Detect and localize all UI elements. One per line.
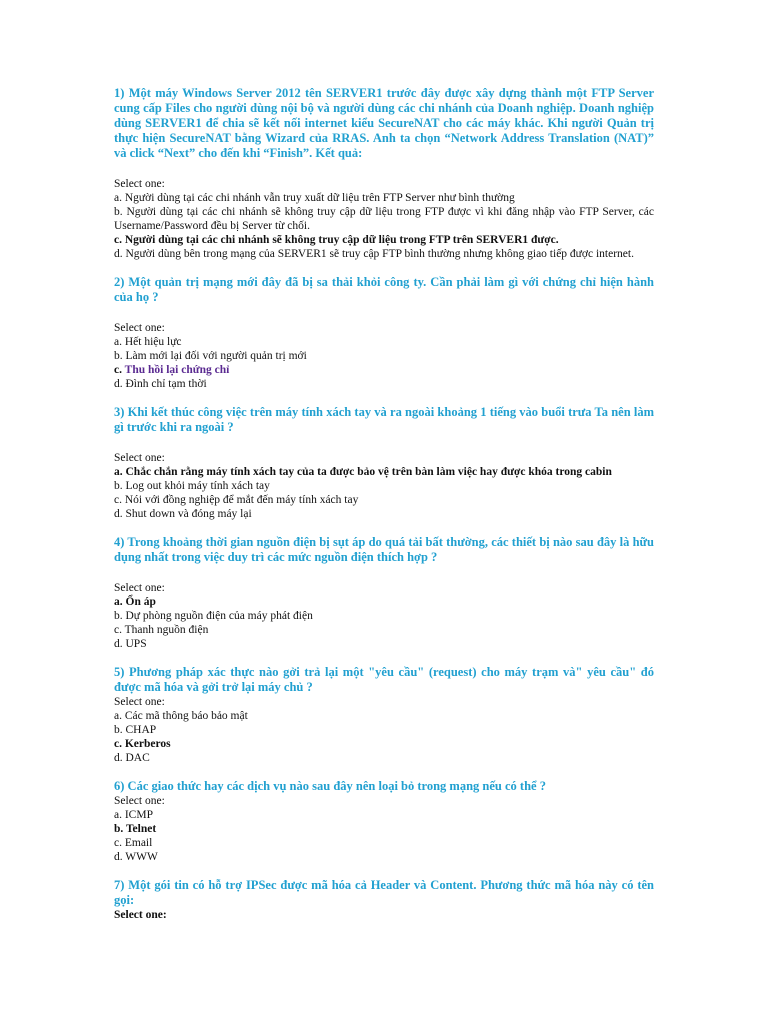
question-title: 2) Một quản trị mạng mới đây đã bị sa thải khỏi công ty. Cần phải làm gì với chứng chỉ hiện hành của họ ? <box>114 275 654 304</box>
option-c[interactable]: c. Email <box>114 837 153 849</box>
select-one-label: Select one: <box>114 696 165 708</box>
question-title: 6) Các giao thức hay các dịch vụ nào sau đây nên loại bỏ trong mạng nếu có thể ? <box>114 779 546 793</box>
quiz-document <box>114 86 654 936</box>
option-d[interactable]: d. Đình chỉ tạm thời <box>114 378 207 390</box>
option-a[interactable]: a. Ổn áp <box>114 596 156 608</box>
option-c[interactable]: c. Nói với đồng nghiệp để mắt đến máy tính xách tay <box>114 494 359 506</box>
option-b[interactable]: b. Người dùng tại các chi nhánh sẽ không truy cập dữ liệu trong FTP được vì khi đăng nhập vào FTP Server, các Username/Password đều bị Server từ chối. <box>114 206 654 232</box>
question-4 <box>114 535 654 651</box>
question-3 <box>114 405 654 521</box>
option-d[interactable]: d. Shut down và đóng máy lại <box>114 508 252 520</box>
question-title: 7) Một gói tin có hỗ trợ IPSec được mã hóa cả Header và Content. Phương thức mã hóa này có tên gọi: <box>114 878 654 907</box>
option-a[interactable]: a. ICMP <box>114 809 153 821</box>
option-b[interactable]: b. CHAP <box>114 724 157 736</box>
option-a[interactable]: a. Người dùng tại các chi nhánh vẫn truy xuất dữ liệu trên FTP Server như bình thường <box>114 192 515 204</box>
question-7 <box>114 878 654 922</box>
option-a[interactable]: a. Các mã thông báo bảo mật <box>114 710 248 722</box>
option-b[interactable]: b. Log out khỏi máy tính xách tay <box>114 480 270 492</box>
select-one-label: Select one: <box>114 178 165 190</box>
option-a[interactable]: a. Hết hiệu lực <box>114 336 182 348</box>
option-letter: c. <box>114 364 122 376</box>
question-title: 1) Một máy Windows Server 2012 tên SERVER1 trước đây được xây dựng thành một FTP Server cung cấp Files cho người dùng nội bộ và người dùng các chi nhánh của Doanh nghiệp. Doanh nghiệp dùng SERVER1 để chia sẽ kết nối internet kiểu SecureNAT cho các máy khác. Khi người Quản trị thực hiện SecureNAT bằng Wizard của RRAS. Anh ta chọn “Network Address Translation (NAT)” và click “Next” cho đến khi “Finish”. Kết quả: <box>114 86 654 160</box>
select-one-label: Select one: <box>114 322 165 334</box>
question-1 <box>114 86 654 261</box>
question-title: 3) Khi kết thúc công việc trên máy tính xách tay và ra ngoài khoảng 1 tiếng vào buổi trưa Ta nên làm gì trước khi ra ngoài ? <box>114 405 654 434</box>
select-one-label: Select one: <box>114 582 165 594</box>
option-b[interactable]: b. Làm mới lại đối với người quản trị mới <box>114 350 307 362</box>
option-d[interactable]: d. Người dùng bên trong mạng của SERVER1 sẽ truy cập FTP bình thường nhưng không giao tiếp được internet. <box>114 248 634 260</box>
option-c[interactable]: c. Thanh nguồn điện <box>114 624 209 636</box>
option-d[interactable]: d. WWW <box>114 851 158 863</box>
question-6 <box>114 779 654 864</box>
option-c[interactable] <box>114 363 654 377</box>
select-one-label: Select one: <box>114 795 165 807</box>
option-c[interactable]: c. Người dùng tại các chi nhánh sẽ không truy cập dữ liệu trong FTP trên SERVER1 được. <box>114 234 559 246</box>
option-d[interactable]: d. UPS <box>114 638 147 650</box>
question-title: 4) Trong khoảng thời gian nguồn điện bị sụt áp do quá tải bất thường, các thiết bị nào sau đây là hữu dụng nhất trong việc duy trì các mức nguồn điện thích hợp ? <box>114 535 654 564</box>
question-title: 5) Phương pháp xác thực nào gởi trả lại một "yêu cầu" (request) cho máy trạm và" yêu cầu" đó được mã hóa và gởi trở lại máy chủ ? <box>114 665 654 694</box>
option-b[interactable]: b. Dự phòng nguồn điện của máy phát điện <box>114 610 313 622</box>
option-d[interactable]: d. DAC <box>114 752 150 764</box>
option-text: Thu hồi lại chứng chỉ <box>124 364 230 376</box>
option-c[interactable]: c. Kerberos <box>114 738 171 750</box>
option-a[interactable]: a. Chắc chắn rằng máy tính xách tay của ta được bảo vệ trên bàn làm việc hay được khóa trong cabin <box>114 466 612 478</box>
option-b[interactable]: b. Telnet <box>114 823 157 835</box>
select-one-label: Select one: <box>114 452 165 464</box>
question-5 <box>114 665 654 765</box>
question-2 <box>114 275 654 391</box>
select-one-label: Select one: <box>114 909 167 921</box>
